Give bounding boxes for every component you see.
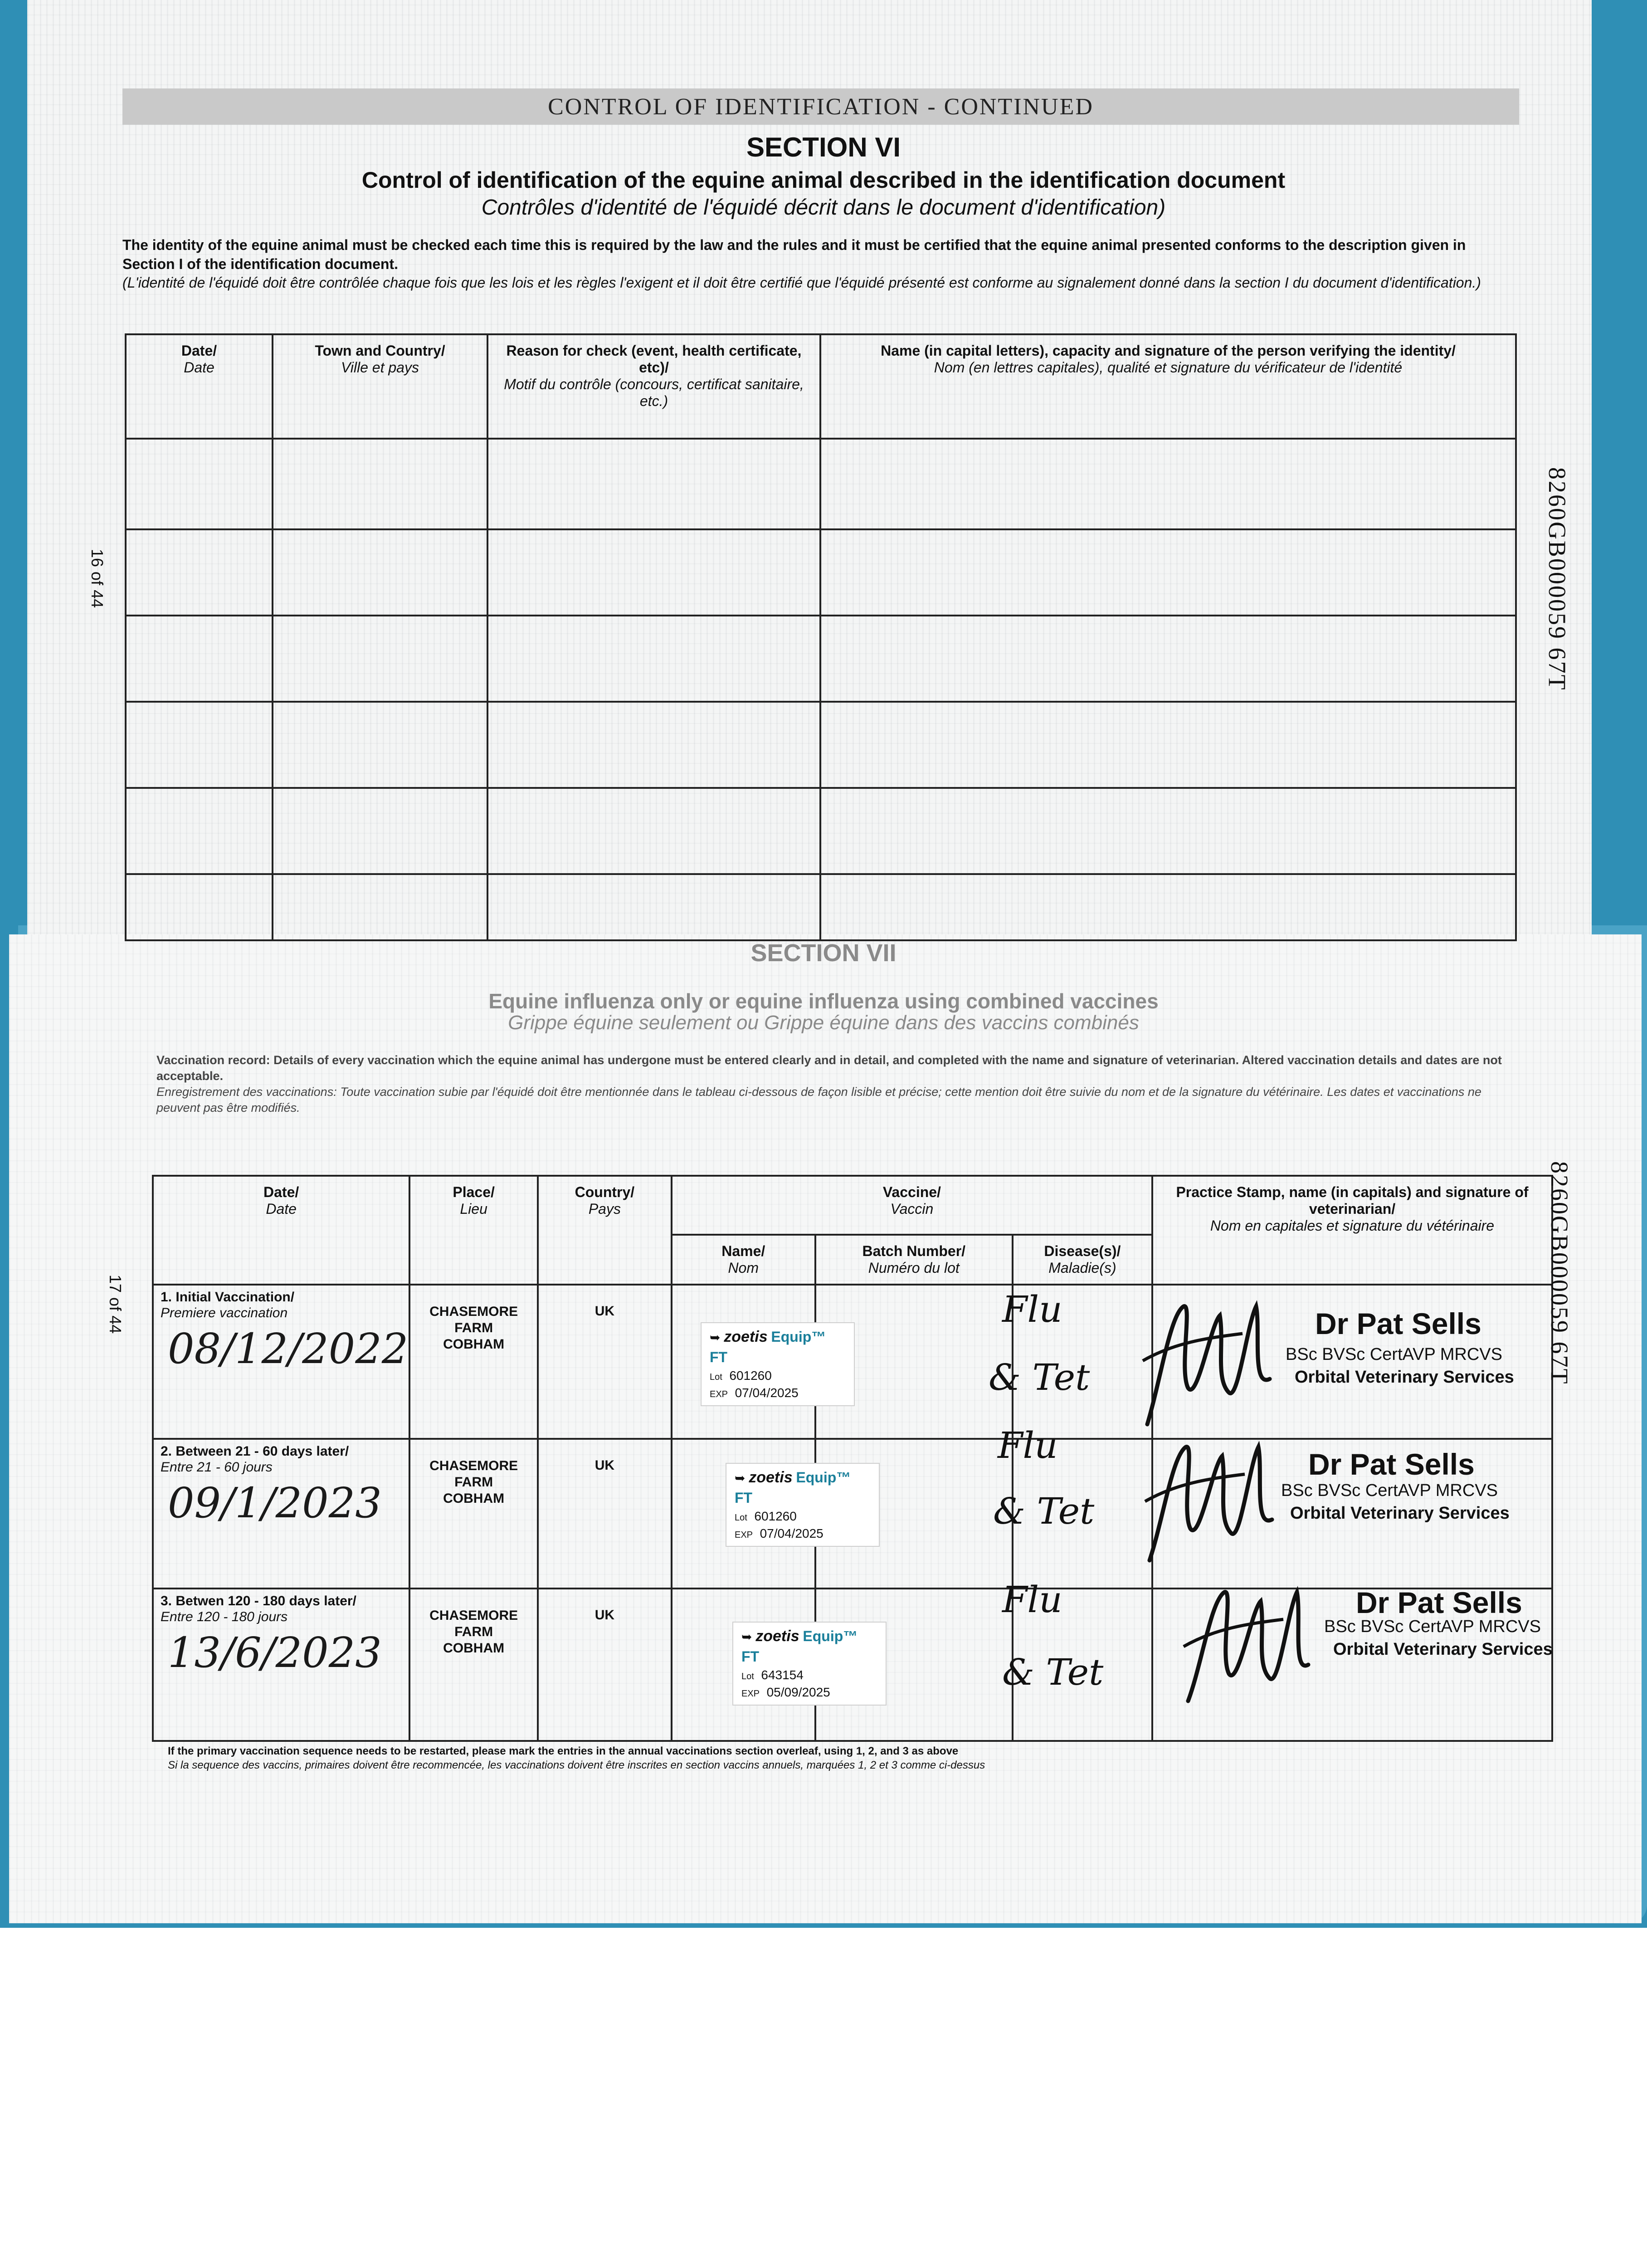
row-1-disease-flu: Flu [1002,1288,1062,1330]
section-vi-subtitle-en: Control of identification of the equine animal described in the identification document [361,167,1286,193]
col-country: Country/ Pays [538,1176,672,1285]
row-2-label-fr: Entre 21 - 60 jours [161,1459,273,1475]
row-3-practice-name: Orbital Veterinary Services [1333,1640,1553,1659]
section-vii-subtitle-en: Equine influenza only or equine influenza using combined vaccines [488,989,1159,1013]
row-3-label-fr: Entre 120 - 180 jours [161,1609,288,1624]
table-cell [273,616,487,702]
vaccination-record-label: Vaccination record: [156,1053,270,1067]
col-practice: Practice Stamp, name (in capitals) and signature of veterinarian/ Nom en capitales et signature du vétérinaire [1152,1176,1552,1285]
row-2-vet-quals: BSc BVSc CertAVP MRCVS [1281,1481,1498,1500]
page-number-16: 16 of 44 [88,549,107,608]
instructions-fr: (L'identité de l'équidé doit être contrôlée chaque fois que les lois et les règles l'exigent et il doit être certifié que l'équidé présenté est conforme au signalement donné dans la section I du document d'identification.) [122,274,1481,291]
row-1-date-cell [153,1285,409,1439]
row-1-practice-name: Orbital Veterinary Services [1295,1368,1514,1387]
row-1-country: UK [538,1285,672,1439]
col-vaccine: Vaccine/ Vaccin [672,1176,1152,1235]
product: Equip™ FT [741,1628,858,1665]
row-2-practice-name: Orbital Veterinary Services [1290,1504,1510,1523]
brand: zoetis [724,1328,768,1345]
instructions-en: The identity of the equine animal must be checked each time this is required by the law and the rules and it must be certified that the equine animal presented conforms to the description given in Section I of the identification document. [122,237,1466,272]
col-place: Place/ Lieu [409,1176,538,1285]
col-date: Date/ Date [153,1176,409,1285]
col-date: Date/ Date [126,334,273,439]
row-1-vet-name: Dr Pat Sells [1315,1307,1481,1340]
footnote-en: If the primary vaccination sequence needs to be restarted, please mark the entries in the annual vaccinations section overleaf, using 1, 2, and 3 as above [168,1745,959,1757]
lot-number: 601260 [754,1509,797,1524]
table-cell [126,616,273,702]
expiry-date: 07/04/2025 [735,1385,799,1400]
product: Equip™ FT [735,1469,851,1506]
page-number-17: 17 of 44 [106,1275,125,1334]
table-cell [487,788,820,874]
continued-band: CONTROL OF IDENTIFICATION - CONTINUED [122,88,1519,125]
col-disease: Disease(s)/ Maladie(s) [1013,1235,1152,1285]
section-vi-instructions [122,236,1506,293]
row-2-place: CHASEMORE FARM COBHAM [409,1439,538,1589]
row-3-vet-name: Dr Pat Sells [1356,1586,1522,1619]
table-cell [126,439,273,529]
footnote [168,1744,1437,1772]
row-2-vet-name: Dr Pat Sells [1308,1447,1475,1481]
expiry-date: 07/04/2025 [760,1526,824,1540]
brand: zoetis [749,1469,793,1486]
table-cell [273,874,487,940]
section-vii-instructions [156,1052,1517,1116]
row-2-label: 2. Between 21 - 60 days later/ [161,1444,349,1459]
row-2-date-cell [153,1439,409,1589]
expiry-date: 05/09/2025 [766,1685,830,1699]
col-verifier: Name (in capital letters), capacity and signature of the person verifying the identity/ Nom (en lettres capitales), qualité et signature du vérificateur de l'identité [820,334,1516,439]
footnote-fr: Si la sequence des vaccins, primaires doivent être recommencée, les vaccinations doivent être inscrites en section vaccins annuels, marquées 1, 2 et 3 comme ci-dessus [168,1759,985,1772]
row-3-country: UK [538,1589,672,1741]
vaccination-record-text: Details of every vaccination which the equine animal has undergone must be entered clearly and in detail, and completed with the name and signature of veterinarian. Altered vaccination details and dates are not acceptable. [156,1053,1502,1083]
lot-number: 643154 [761,1668,804,1682]
table-cell [273,529,487,616]
passport-id-bottom: 8260GB000059 67T [1546,1161,1573,1385]
signature-2 [1136,1429,1281,1569]
row-3-date: 13/6/2023 [168,1628,382,1677]
passport-id-top: 8260GB000059 67T [1544,467,1571,691]
table-cell [273,788,487,874]
section-vi-subtitle-fr: Contrôles d'identité de l'équidé décrit dans le document d'identification) [481,196,1166,220]
zoetis-logo-icon: ➥ [710,1330,721,1344]
table-cell [820,439,1516,529]
row-3-date-cell [153,1589,409,1741]
row-2-date: 09/1/2023 [168,1479,382,1527]
table-cell [487,702,820,788]
table-cell [487,874,820,940]
row-1-label-fr: Premiere vaccination [161,1305,288,1320]
lot-number: 601260 [729,1369,772,1383]
product: Equip™ FT [710,1329,826,1365]
zoetis-logo-icon: ➥ [735,1471,746,1485]
row-1-disease-tet: & Tet [989,1356,1090,1398]
vaccination-record-text-fr: Toute vaccination subie par l'équidé doit être mentionnée dans le tableau ci-dessous de façon lisible et précise; cette mention doit être suivie du nom et de la signature du vétérinaire. Les dates et vaccinations ne peuvent pas être modifiés. [156,1085,1481,1115]
col-town-country: Town and Country/ Ville et pays [273,334,487,439]
table-cell [820,874,1516,940]
row-1-date: 08/12/2022 [168,1325,409,1373]
table-cell [820,702,1516,788]
section-vii-subtitle-fr: Grippe équine seulement ou Grippe équine dans des vaccins combinés [508,1012,1139,1034]
col-batch: Batch Number/ Numéro du lot [815,1235,1013,1285]
brand: zoetis [755,1628,799,1645]
signature-3 [1174,1574,1315,1710]
table-cell [487,529,820,616]
section-vii-title: SECTION VII [750,939,897,967]
row-3-place: CHASEMORE FARM COBHAM [409,1589,538,1741]
table-cell [126,702,273,788]
row-2-disease-tet: & Tet [993,1490,1095,1532]
row-2-country: UK [538,1439,672,1589]
vaccine-sticker-1: ➥ zoetis Equip™ FT Lot 601260 EXP 07/04/2025 [701,1322,855,1406]
table-cell [820,788,1516,874]
vaccination-record-label-fr: Enregistrement des vaccinations: [156,1085,337,1099]
table-cell [273,702,487,788]
row-3-disease-tet: & Tet [1002,1651,1104,1693]
col-vaccine-name: Name/ Nom [672,1235,815,1285]
row-3-label: 3. Betwen 120 - 180 days later/ [161,1593,356,1608]
table-cell [487,439,820,529]
table-cell [126,529,273,616]
section-vi-title: SECTION VI [746,132,901,162]
row-2-disease-flu: Flu [998,1424,1058,1466]
row-3-disease-flu: Flu [1002,1579,1062,1621]
row-1-place: CHASEMORE FARM COBHAM [409,1285,538,1439]
signature-1 [1134,1288,1279,1433]
table-cell [126,874,273,940]
table-cell [820,529,1516,616]
row-1-vet-quals: BSc BVSc CertAVP MRCVS [1286,1345,1502,1364]
vaccine-sticker-3: ➥ zoetis Equip™ FT Lot 643154 EXP 05/09/2025 [732,1622,887,1706]
table-cell [126,788,273,874]
table-cell [273,439,487,529]
row-1-label: 1. Initial Vaccination/ [161,1290,295,1305]
vaccine-sticker-2: ➥ zoetis Equip™ FT Lot 601260 EXP 07/04/2025 [726,1463,880,1547]
col-reason: Reason for check (event, health certificate, etc)/ Motif du contrôle (concours, certificat sanitaire, etc.) [487,334,820,439]
identity-check-table [125,333,1517,941]
row-3-vet-quals: BSc BVSc CertAVP MRCVS [1324,1617,1541,1636]
zoetis-logo-icon: ➥ [741,1630,752,1644]
table-cell [820,616,1516,702]
table-cell [487,616,820,702]
